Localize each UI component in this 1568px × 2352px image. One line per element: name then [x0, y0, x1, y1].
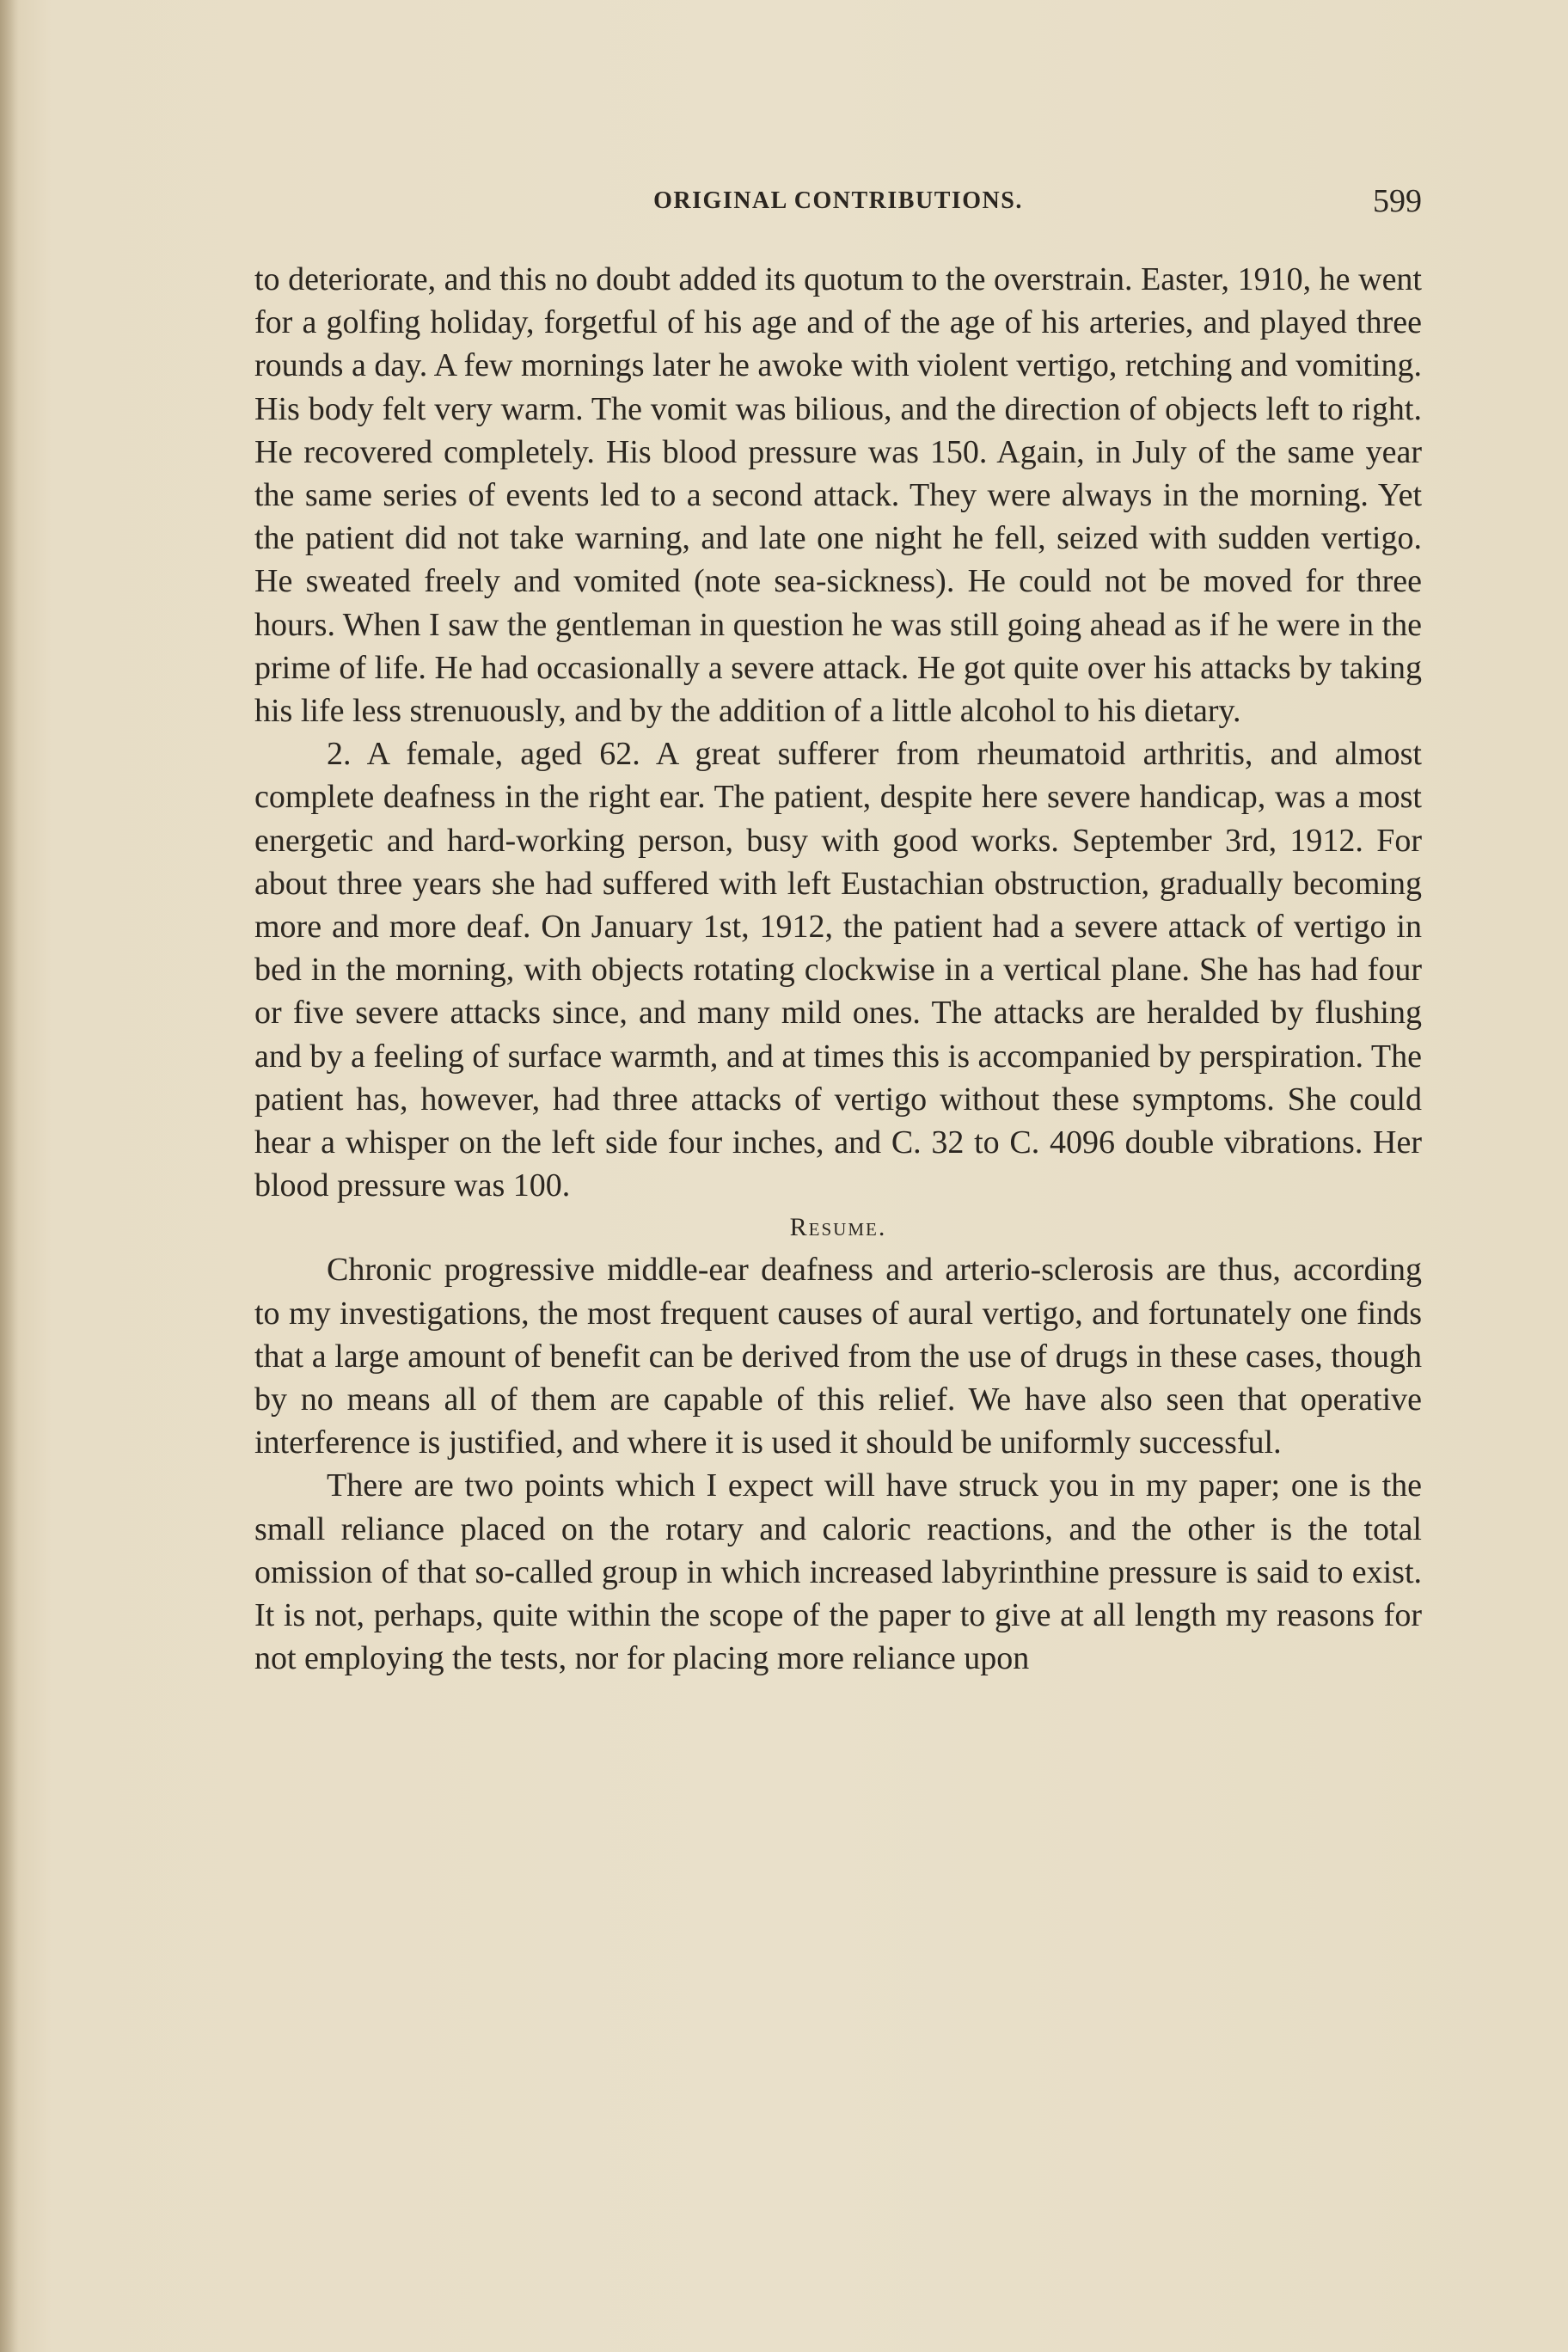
paragraph-two-points: There are two points which I expect will have struck you in my paper; one is the small reliance placed on the rotary and caloric reactions, and the other is the total omission of that so-called group in which increased labyrinthine pressure is said to exist. It is not, perhaps, quite within the scope of the paper to give at all length my reasons for not employing the tests, nor for placing more reliance upon	[254, 1467, 1422, 1677]
page-number: 599	[1373, 183, 1422, 219]
paragraph-resume: Chronic progressive middle-ear deafness and arterio-sclerosis are thus, according to my investigations, the most frequent causes of aural vertigo, and fortunately one finds that a large amount of benefit can be derived from the use of drugs in these cases, though by no means all of them are capable of this relief. We have also seen that operative interference is justified, and where it is used it should be uniformly successful.	[254, 1252, 1422, 1461]
paragraph-case-2: 2. A female, aged 62. A great sufferer from rheumatoid arthritis, and almost complete deafness in the right ear. The patient, despite here severe handicap, was a most energetic and hard-working person, busy with good works. September 3rd, 1912. For about three years she had suffered with left Eustachian obstruction, gradually becoming more and more deaf. On January 1st, 1912, the patient had a severe attack of vertigo in bed in the morning, with objects rotating clockwise in a vertical plane. She has had four or five severe attacks since, and many mild ones. The attacks are heralded by flushing and by a feeling of surface warmth, and at times this is accompanied by perspiration. The patient has, however, had three attacks of vertigo without these symptoms. She could hear a whisper on the left side four inches, and C. 32 to C. 4096 double vibrations. Her blood pressure was 100.	[254, 736, 1422, 1204]
spine-shadow	[0, 0, 19, 2352]
running-head	[254, 182, 1422, 234]
running-title: ORIGINAL CONTRIBUTIONS.	[653, 187, 1023, 214]
section-heading-resume: Resume.	[789, 1213, 887, 1242]
body-text	[254, 258, 1422, 1681]
paragraph-continued: to deteriorate, and this no doubt added its quotum to the overstrain. Easter, 1910, he went for a golfing holiday, forgetful of his age and of the age of his arteries, and played three rounds a day. A few mornings later he awoke with violent vertigo, retching and vomiting. His body felt very warm. The vomit was bilious, and the direction of objects left to right. He recovered completely. His blood pressure was 150. Again, in July of the same year the same series of events led to a second attack. They were always in the morning. Yet the patient did not take warning, and late one night he fell, seized with sudden vertigo. He sweated freely and vomited (note sea-sickness). He could not be moved for three hours. When I saw the gentleman in question he was still going ahead as if he were in the prime of life. He had occasionally a severe attack. He got quite over his attacks by taking his life less strenuously, and by the addition of a little alcohol to his dietary.	[254, 261, 1422, 730]
